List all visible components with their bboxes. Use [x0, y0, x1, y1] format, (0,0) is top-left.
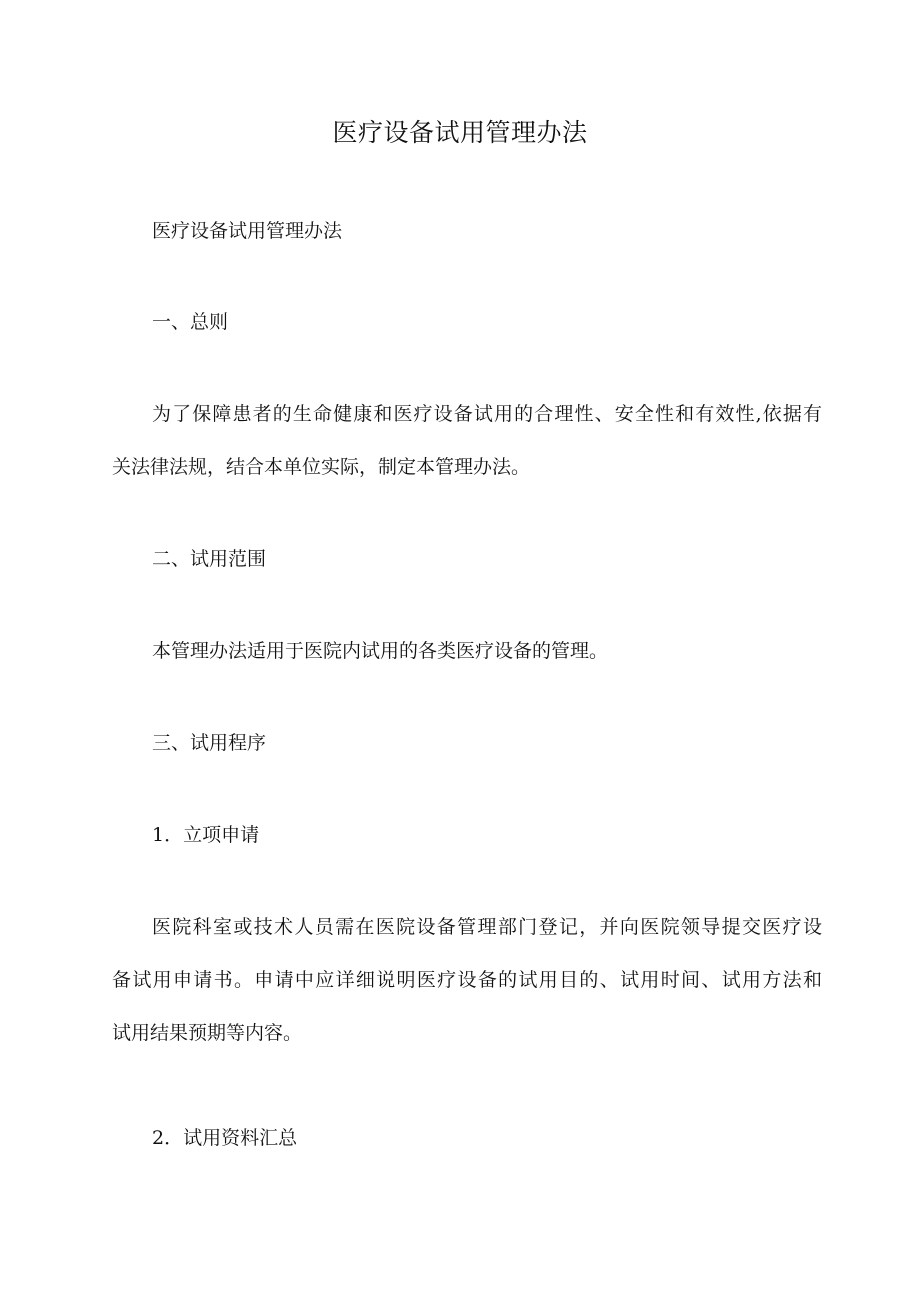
- application-paragraph-line-2-text: 备试用申请书。申请中应详细说明医疗设备的试用目的、试用时间、试用方法和: [112, 969, 822, 991]
- application-paragraph-line-3: 试用结果预期等内容。: [112, 1022, 303, 1044]
- application-paragraph-line-1: [152, 913, 822, 941]
- general-paragraph-line-1: [152, 400, 822, 428]
- item-heading-application: 1．立项申请: [152, 824, 260, 846]
- general-paragraph-line-2: 关法律法规，结合本单位实际，制定本管理办法。: [112, 456, 531, 478]
- document-subtitle: 医疗设备试用管理办法: [152, 220, 343, 242]
- scope-paragraph: 本管理办法适用于医院内试用的各类医疗设备的管理。: [152, 640, 609, 662]
- section-heading-scope: 二、试用范围: [152, 548, 267, 570]
- document-title: 医疗设备试用管理办法: [332, 118, 588, 147]
- application-paragraph-line-1-text: 医院科室或技术人员需在医院设备管理部门登记，并向医院领导提交医疗设: [152, 916, 822, 938]
- item-heading-data-summary: 2．试用资料汇总: [152, 1127, 298, 1149]
- general-paragraph-line-1-text: 为了保障患者的生命健康和医疗设备试用的合理性、安全性和有效性,依据有: [152, 403, 822, 425]
- section-heading-general: 一、总则: [152, 311, 229, 333]
- application-paragraph-line-2: [112, 966, 822, 994]
- section-heading-procedure: 三、试用程序: [152, 732, 267, 754]
